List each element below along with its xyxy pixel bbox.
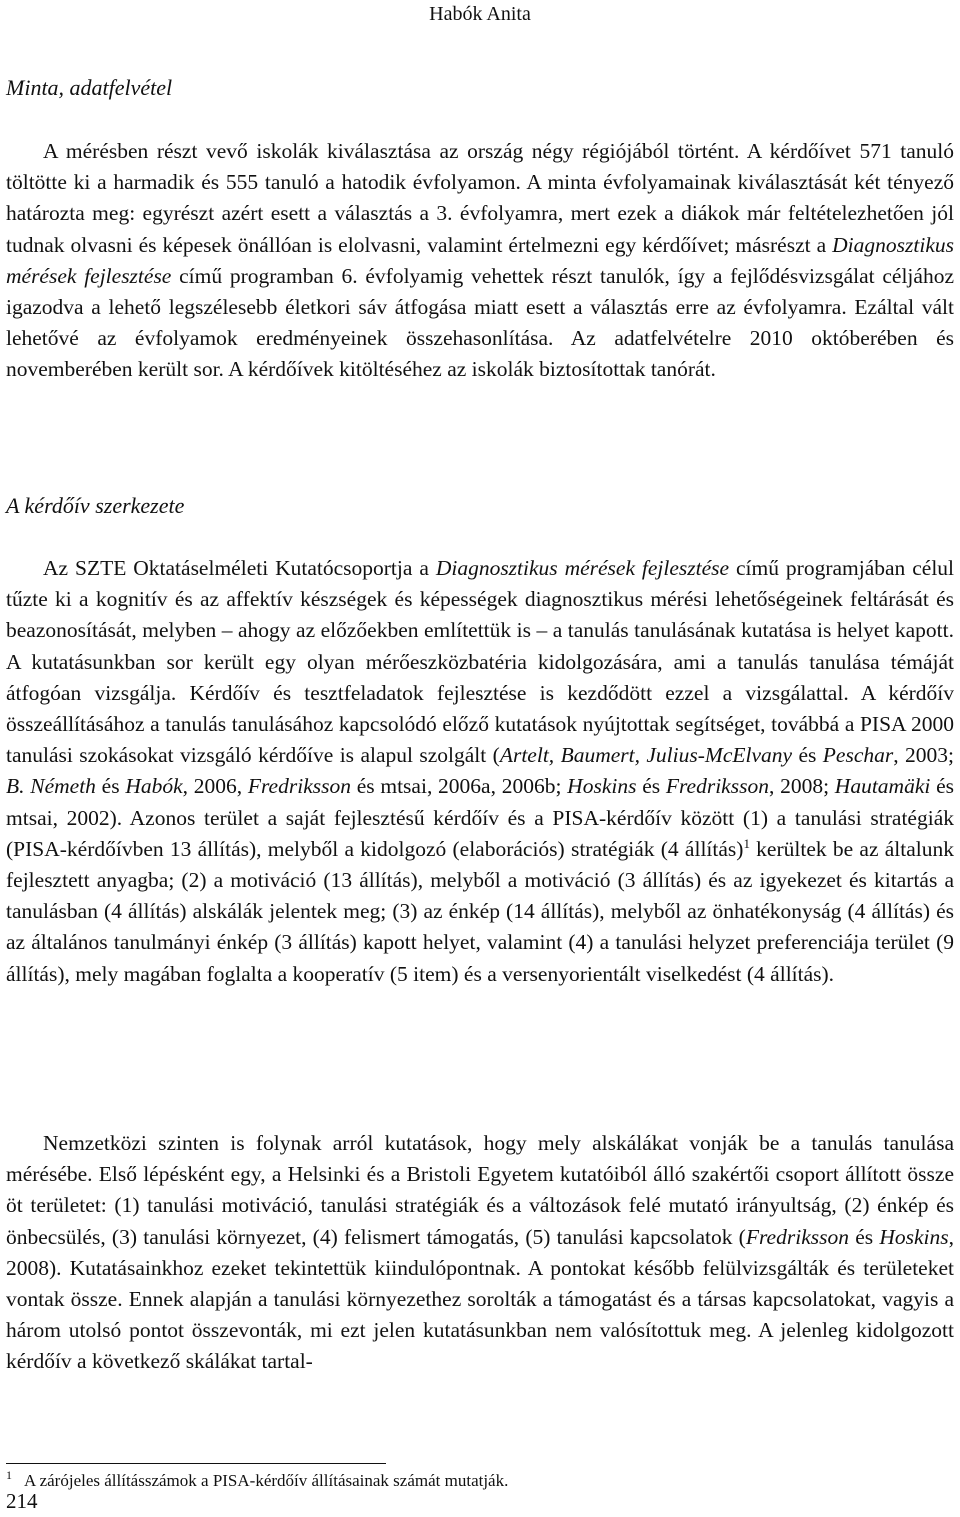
text-run: Peschar [822, 743, 894, 768]
text-run: Artelt, Baumert, Julius-McElvany [499, 743, 793, 768]
footnote-rule [6, 1463, 386, 1464]
text-run: Diagnosztikus mérések fejlesztése [435, 556, 730, 580]
text-run: Diagnosztikus mérések fejlesztése [6, 232, 954, 288]
text-run: Nemzetközi szinten is folynak arról kutatások, hogy mely alskálákat vonják be a tanulás tanulása mérésébe. Első lépésként egy, a Helsinki és a Bristoli Egyetem kutatóiból álló szakértői csoport állított össze öt területet: (1) tanulási motiváció, tanulási stratégiák és a változások felé mutató irányultság, (2) énkép és önbecsülés, (3) tanulási környezet, (4) felismert támogatás, (5) tanulási kapcsolatok ( [6, 1131, 954, 1249]
text-run: , 2008; [768, 774, 835, 799]
running-head: Habók Anita [429, 3, 531, 25]
text-run: című programban 6. évfolyamig vehettek részt tanulók, így a fejlődésvizsgálat céljához igazodva a lehető legszélesebb életkori sáv átfogása miatt esett a választás erre az évfolyamra. Ezáltal vált lehetővé az évfolyamok eredményeinek összehasonlítása. Az adatfelvételre 2010 októberében és novemberében került sor. A kérdőívek kitöltéséhez az iskolák biztosítottak tanórát. [6, 263, 954, 382]
text-run: és mtsai, 2002). Azonos terület a saját fejlesztésű kérdőív és a PISA-kérdőív között (1) a tanulási stratégiák (PISA-kérdőívben 13 állítás), melyből a kidolgozó (elaborációs) stratégiák (4 állítás) [6, 774, 954, 861]
text-run: Az SZTE Oktatáselméleti Kutatócsoportja a [43, 556, 436, 580]
text-run: Fredriksson [745, 1224, 849, 1249]
text-run: A mérésben részt vevő iskolák kiválasztása az ország négy régiójából történt. A kérdőívet 571 tanuló töltötte ki a harmadik és 555 tanuló a hatodik évfolyamon. A minta évfolyamainak kiválasztását két tényező határozta meg: egyrészt azért esett a választás a 3. évfolyamra, mert ezek a diákok már feltételezhetően jól tudnak olvasni és képesek önállóan is elolvasni, valamint értelmezni egy kérdőívet; másrészt a [6, 139, 954, 257]
text-run: Fredriksson [247, 774, 351, 799]
text-run: , 2006, [182, 774, 248, 799]
text-run: és [95, 774, 126, 799]
text-run: Fredriksson [665, 774, 769, 799]
text-run: , 2008). Kutatásainkhoz ezeket tekintettük kiindulópontnak. A pontokat később felülvizsgálták és területeket vontak össze. Ennek alapján a tanulási környezethez sorolták a támogatást és a társas kapcsolatokat, vagyis a három utolsó pontot összevonták, mi ezt jelen kutatásunkban nem valósítottuk meg. A jelenleg kidolgozott kérdőív a következő skálákat tartal- [6, 1224, 954, 1374]
footnote-reference: 1 [743, 835, 750, 851]
text-run: kerültek be az általunk fejlesztett anyagba; (2) a motiváció (13 állítás), melyből a motiváció (3 állítás) és az igyekezet és kitartás a tanulásban (4 állítás) alskálák jelentek meg; (3) az énkép (14 állítás), melyből az önhatékonyság (4 állítás) és az általános tanulmányi énkép (3 állítás) kapott helyet, valamint (4) a tanulási helyzet preferenciája terület (9 állítás), mely magában foglalta a kooperatív (5 item) és a versenyorientált viselkedést (4 állítás). [6, 836, 954, 986]
text-run: B. Németh [6, 774, 96, 799]
text-run: Habók [125, 774, 183, 799]
paragraph-structure-1 [6, 553, 954, 990]
footnote-mark: 1 [6, 1468, 12, 1483]
text-run: Hoskins [879, 1224, 949, 1249]
paragraph-sample [6, 136, 954, 386]
paragraph-structure-2 [6, 1128, 954, 1378]
footnote-text: A zárójeles állításszámok a PISA-kérdőív állításainak számát mutatják. [24, 1471, 509, 1490]
section-title-sample: Minta, adatfelvétel [6, 75, 173, 100]
text-run: Hoskins [567, 774, 637, 799]
text-run: és [792, 743, 823, 768]
text-run: , 2003; [893, 743, 955, 768]
text-run: és [636, 774, 666, 799]
footnote [6, 1469, 508, 1493]
text-run: és mtsai, 2006a, 2006b; [350, 774, 568, 799]
text-run: című programjában célul tűzte ki a kognitív és az affektív készségek és képességek diagnosztikus mérési lehetőségeinek feltárását és beazonosítását, melyben – ahogy az előzőekben említettük is – a tanulás tanulásának kutatása is helyet kapott. A kutatásunkban sor került egy olyan mérőeszközbatéria kidolgozására, ami a tanulás tanulása témáját átfogóan vizsgálja. Kérdőív és tesztfeladatok fejlesztése is kezdődött ezzel a vizsgálattal. A kérdőív összeállításához a tanulás tanulásához kapcsolódó előző kutatások nyújtottak segítséget, továbbá a PISA 2000 tanulási szokásokat vizsgáló kérdőíve is alapul szolgált ( [6, 556, 955, 768]
section-title-structure: A kérdőív szerkezete [6, 493, 185, 518]
text-run: és [848, 1224, 880, 1249]
page-number: 214 [6, 1489, 38, 1513]
text-run: Hautamäki [834, 774, 931, 799]
